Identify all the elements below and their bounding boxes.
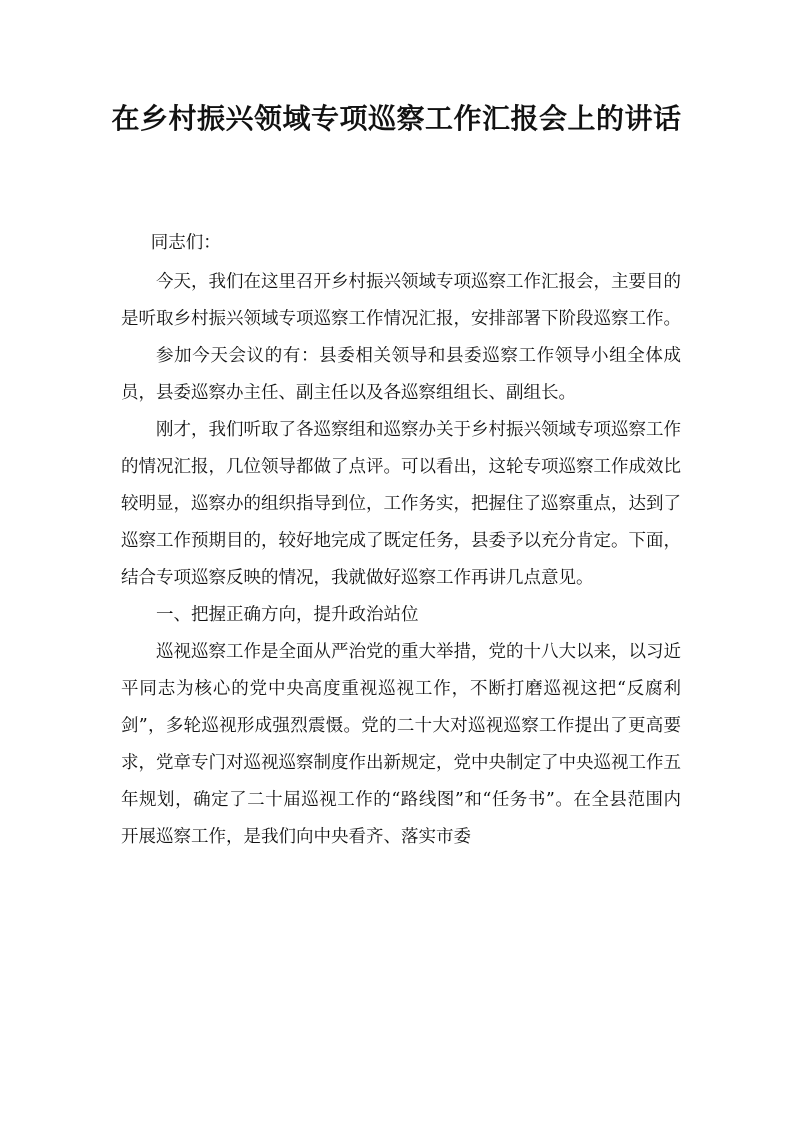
salutation: 同志们： xyxy=(150,233,221,253)
section-heading-1: 一、把握正确方向，提升政治站位 xyxy=(156,605,419,625)
document-title: 在乡村振兴领域专项巡察工作汇报会上的讲话 xyxy=(111,102,682,135)
paragraph-attendees: 参加今天会议的有：县委相关领导和县委巡察工作领导小组全体成员，县委巡察办主任、副主任以及各巡察组组长、副组长。 xyxy=(121,346,681,403)
paragraph-review: 刚才，我们听取了各巡察组和巡察办关于乡村振兴领域专项巡察工作的情况汇报，几位领导都做了点评。可以看出，这轮专项巡察工作成效比较明显，巡察办的组织指导到位，工作务实，把握住了巡察重点，达到了巡察工作预期目的，较好地完成了既定任务，县委予以充分肯定。下面，结合专项巡察反映的情况，我就做好巡察工作再讲几点意见。 xyxy=(121,420,681,588)
paragraph-opening: 今天，我们在这里召开乡村振兴领域专项巡察工作汇报会，主要目的是听取乡村振兴领域专项巡察工作情况汇报，安排部署下阶段巡察工作。 xyxy=(121,272,681,329)
paragraph-section-1: 巡视巡察工作是全面从严治党的重大举措，党的十八大以来，以习近平同志为核心的党中央高度重视巡视工作，不断打磨巡视这把“反腐利剑”，多轮巡视形成强烈震慑。党的二十大对巡视巡察工作提出了更高要求，党章专门对巡视巡察制度作出新规定，党中央制定了中央巡视工作五年规划，确定了二十届巡视工作的“路线图”和“任务书”。在全县范围内开展巡察工作，是我们向中央看齐、落实市委 xyxy=(121,642,681,847)
document-body xyxy=(121,225,681,856)
